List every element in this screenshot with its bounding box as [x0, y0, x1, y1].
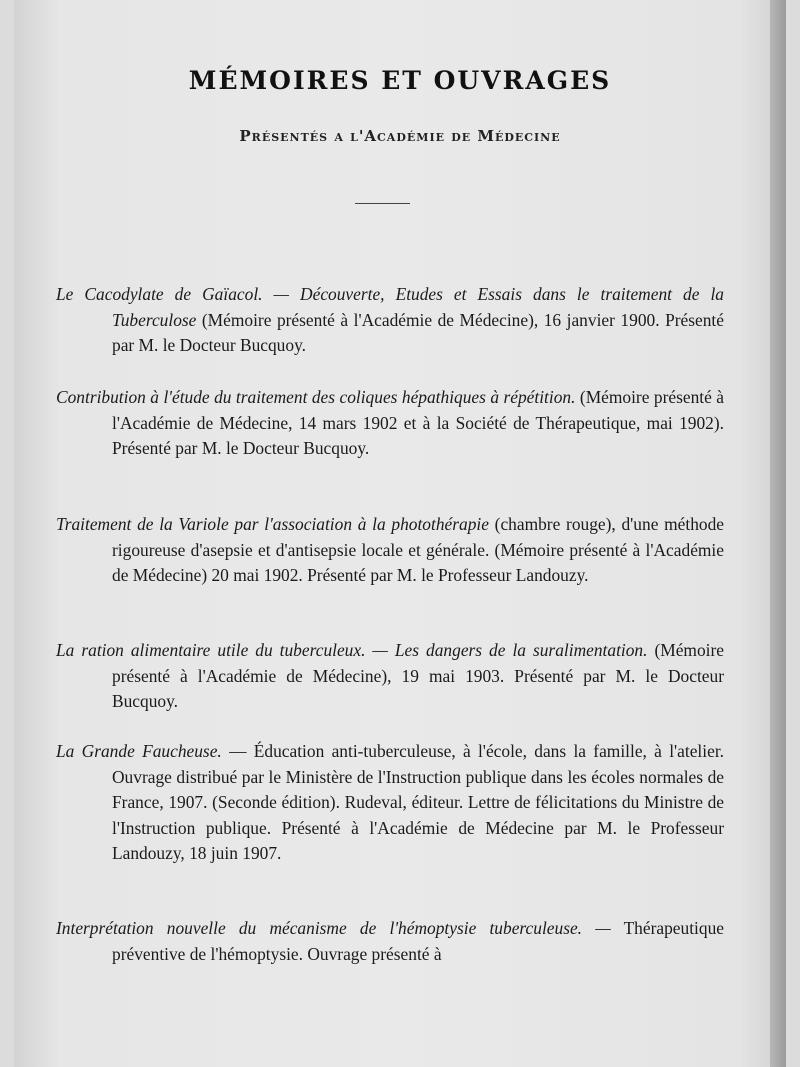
entry-body: (Mémoire présenté à l'Académie de Médecine), 19 mai 1903. Présenté par M. le Docteur Bucquoy. — [112, 640, 724, 711]
entry-variole — [56, 512, 724, 589]
entry-title: Interprétation nouvelle du mécanisme de l'hémoptysie tuberculeuse. — — [56, 918, 611, 938]
entry-grande-faucheuse — [56, 739, 724, 867]
entry-body: (Mémoire présenté à l'Académie de Médecine, 14 mars 1902 et à la Société de Thérapeutique, mai 1902). Présenté par M. le Docteur Bucquoy. — [112, 387, 724, 458]
entry-hemoptysie — [56, 916, 724, 967]
entry-title: La Grande Faucheuse. — [56, 741, 222, 761]
entry-body: Thérapeutique préventive de l'hémoptysie. Ouvrage présenté à — [112, 918, 724, 964]
page-edge — [770, 0, 786, 1067]
entry-title: La ration alimentaire utile du tuberculeux. — Les dangers de la suralimentation. — [56, 640, 648, 660]
entry-coliques — [56, 385, 724, 462]
entry-title: Le Cacodylate de Gaïacol. — Découverte, Etudes et Essais dans le traitement de la Tuberculose — [56, 284, 724, 330]
entry-cacodylate — [56, 282, 724, 359]
entry-ration — [56, 638, 724, 715]
title-divider — [355, 203, 410, 204]
entry-body: — Éducation anti-tuberculeuse, à l'école, dans la famille, à l'atelier. Ouvrage distribué par le Ministère de l'Instruction publique dans les écoles normales de France, 1907. (Seconde édition). Rudeval, éditeur. Lettre de félicitations du Ministre de l'Instruction publique. Présenté à l'Académie de Médecine par M. le Professeur Landouzy, 18 juin 1907. — [112, 741, 724, 863]
page-subtitle: Présentés a l'Académie de Médecine — [239, 127, 561, 145]
page-title: MÉMOIRES ET OUVRAGES — [188, 66, 612, 95]
entry-title: Traitement de la Variole par l'association à la photothérapie — [56, 514, 489, 534]
entry-body: (chambre rouge), d'une méthode rigoureuse d'asepsie et d'antisepsie locale et générale. (Mémoire présenté à l'Académie de Médecine) 20 mai 1902. Présenté par M. le Professeur Landouzy. — [112, 514, 725, 585]
entry-body: (Mémoire présenté à l'Académie de Médecine), 16 janvier 1900. Présenté par M. le Docteur Bucquoy. — [112, 309, 724, 355]
entry-title: Contribution à l'étude du traitement des coliques hépathiques à répétition. — [56, 387, 576, 407]
